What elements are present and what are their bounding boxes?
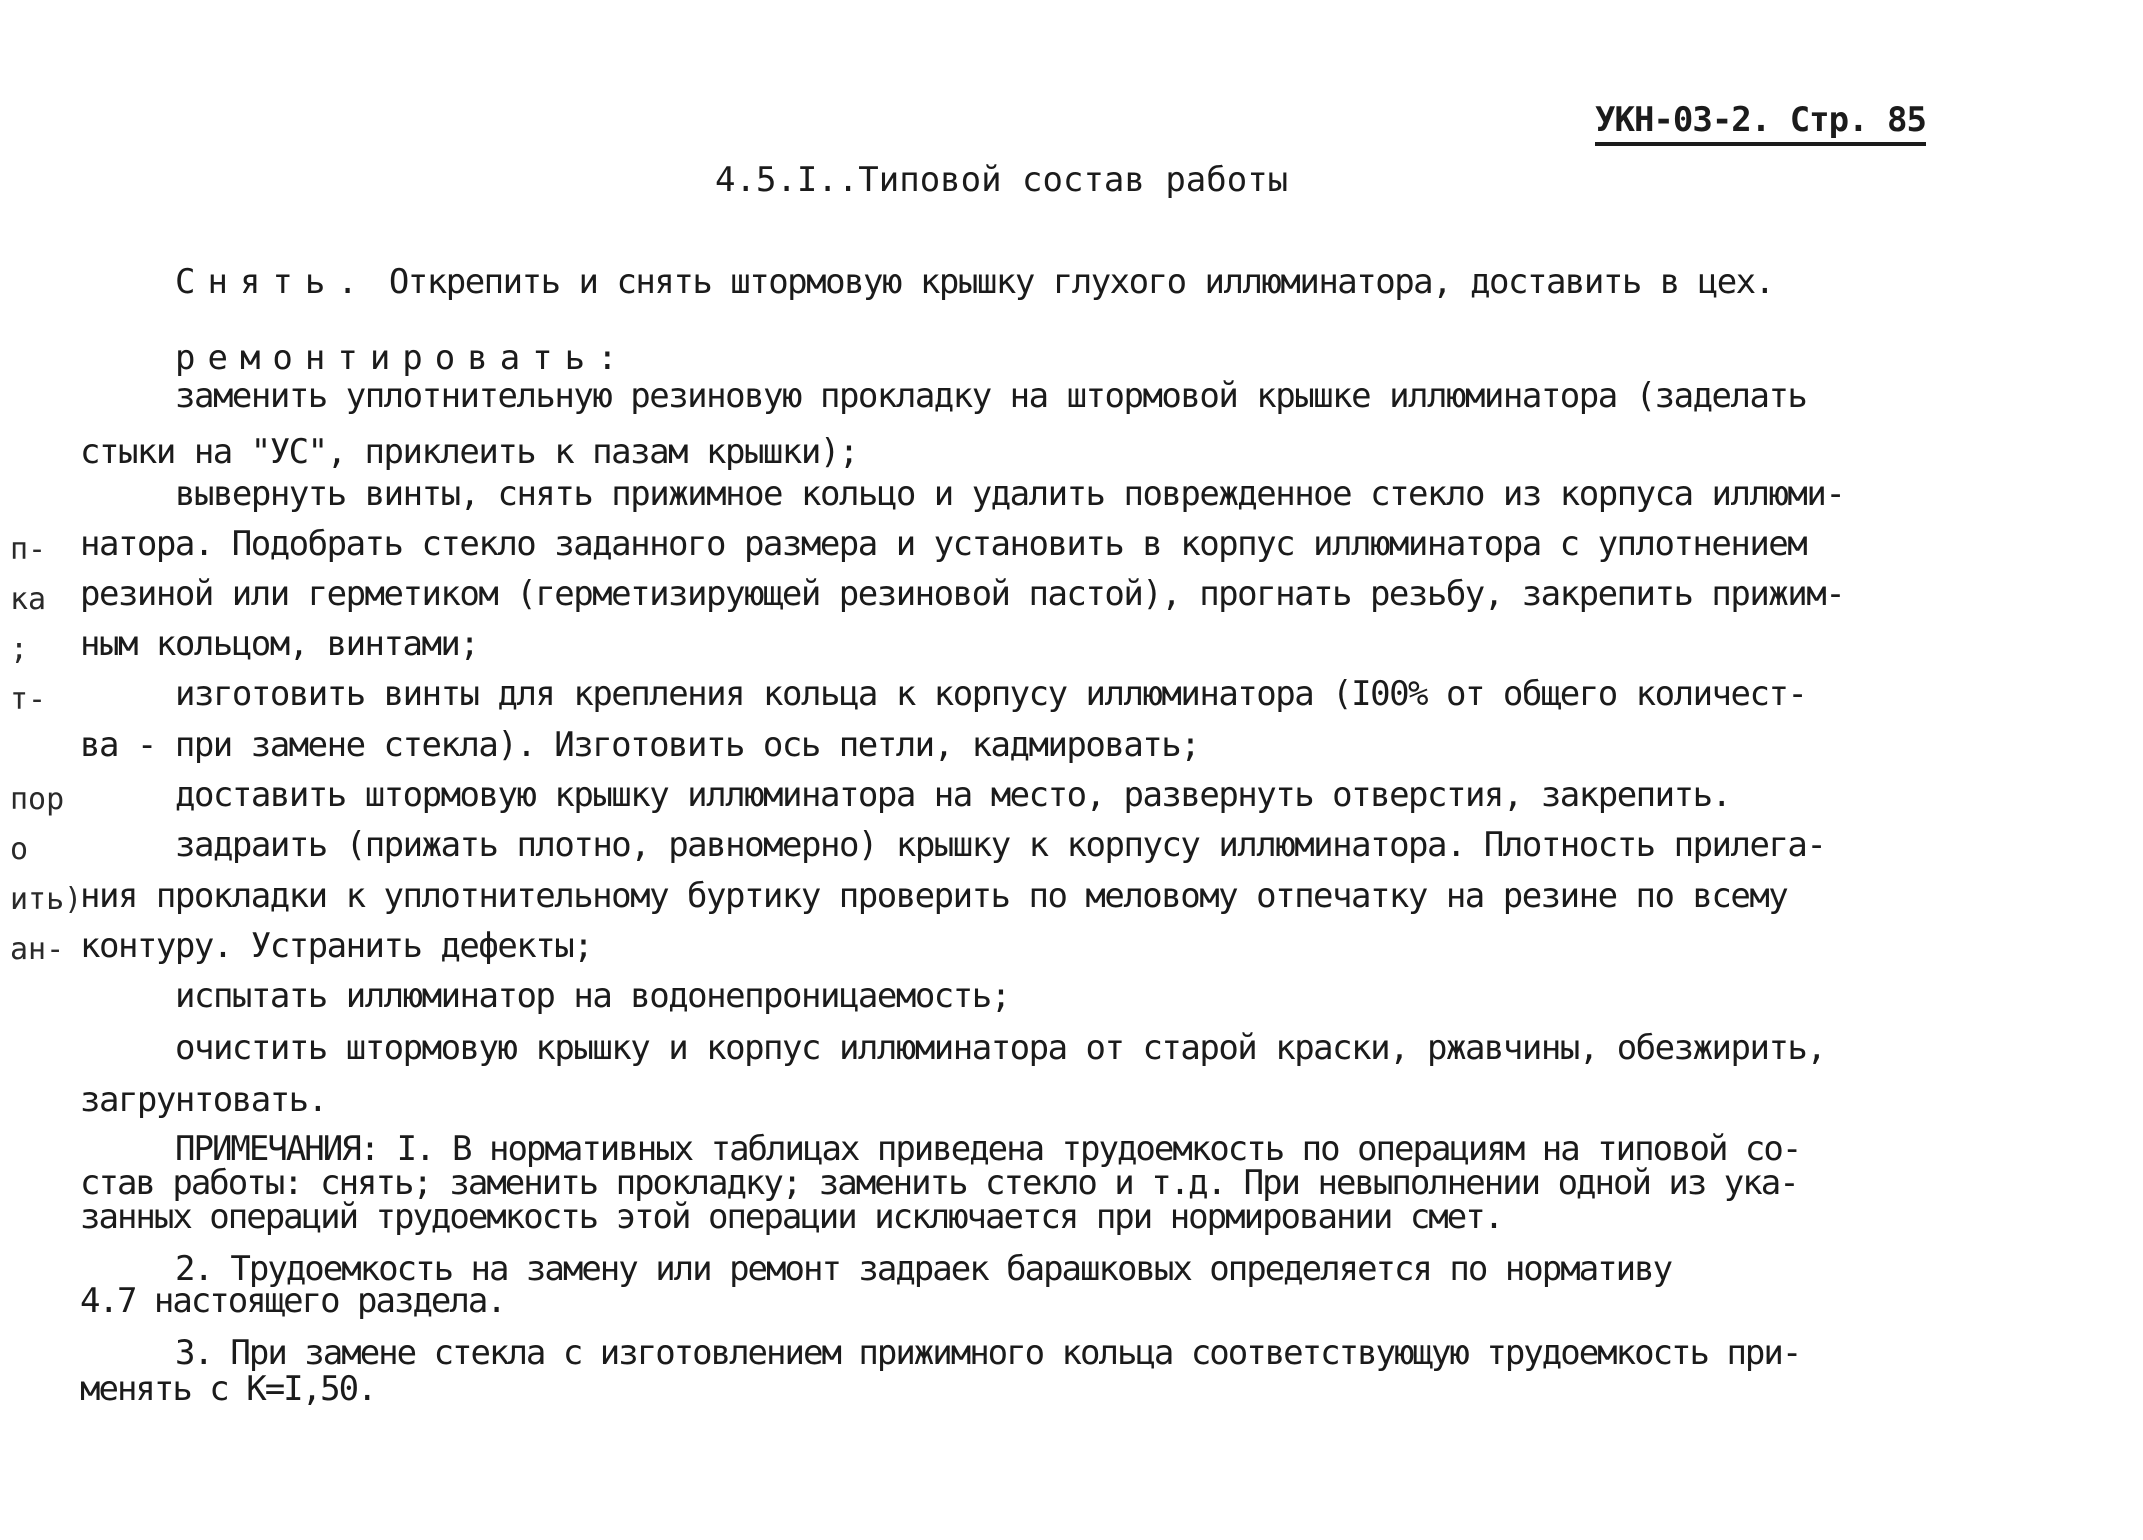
remove-text: Открепить и снять штормовую крышку глухого иллюминатора, доставить в цех. xyxy=(388,262,1774,302)
body-line-13: испытать иллюминатор на водонепроницаемость; xyxy=(175,976,1010,1016)
margin-fragment: п- xyxy=(10,532,47,567)
note-line-7: менять с К=I,50. xyxy=(80,1369,376,1409)
body-line-8: ва - при замене стекла). Изготовить ось петли, кадмировать; xyxy=(80,725,1200,765)
body-line-5: резиной или герметиком (герметизирующей резиновой пастой), прогнать резьбу, закрепить прижим- xyxy=(80,574,1845,614)
note-line-6: 3. При замене стекла с изготовлением прижимного кольца соответствующую трудоемкость при- xyxy=(175,1333,1801,1373)
document-code: УКН-03-2. Стр. 85 xyxy=(1595,100,1926,146)
margin-fragment: о xyxy=(10,832,29,867)
body-line-1: заменить уплотнительную резиновую прокладку на штормовой крышке иллюминатора (заделать xyxy=(175,376,1807,416)
remove-word: Снять. xyxy=(175,262,370,302)
note-line-2: став работы: снять; заменить прокладку; заменить стекло и т.д. При невыполнении одной из ука- xyxy=(80,1163,1798,1203)
body-line-3: вывернуть винты, снять прижимное кольцо и удалить поврежденное стекло из корпуса иллюми- xyxy=(175,474,1845,514)
margin-fragment: ить) xyxy=(10,882,83,917)
body-line-6: ным кольцом, винтами; xyxy=(80,624,479,664)
remove-line xyxy=(175,262,1774,302)
note-line-4: 2. Трудоемкость на замену или ремонт задраек барашковых определяется по нормативу xyxy=(175,1249,1672,1289)
body-line-9: доставить штормовую крышку иллюминатора на место, развернуть отверстия, закрепить. xyxy=(175,775,1731,815)
body-line-7: изготовить винты для крепления кольца к корпусу иллюминатора (I00% от общего количест- xyxy=(175,674,1807,714)
margin-fragment: пор xyxy=(10,782,65,817)
repair-heading: ремонтировать: xyxy=(175,338,630,378)
body-line-10: задраить (прижать плотно, равномерно) крышку к корпусу иллюминатора. Плотность прилега- xyxy=(175,825,1826,865)
margin-fragment: ка xyxy=(10,582,47,617)
note-line-1: ПРИМЕЧАНИЯ: I. В нормативных таблицах приведена трудоемкость по операциям на типовой со- xyxy=(175,1129,1801,1169)
margin-fragment: ан- xyxy=(10,932,65,967)
body-line-4: натора. Подобрать стекло заданного размера и установить в корпус иллюминатора с уплотнением xyxy=(80,524,1807,564)
body-line-12: контуру. Устранить дефекты; xyxy=(80,926,593,966)
body-line-11: ния прокладки к уплотнительному буртику проверить по меловому отпечатку на резине по всему xyxy=(80,876,1788,916)
margin-fragment: т- xyxy=(10,682,47,717)
note-line-5: 4.7 настоящего раздела. xyxy=(80,1281,505,1321)
margin-fragment: ; xyxy=(10,632,29,667)
body-line-14: очистить штормовую крышку и корпус иллюминатора от старой краски, ржавчины, обезжирить, xyxy=(175,1028,1826,1068)
section-title: 4.5.I..Типовой состав работы xyxy=(715,160,1289,200)
body-line-2: стыки на "УС", приклеить к пазам крышки); xyxy=(80,432,858,472)
note-line-3: занных операций трудоемкость этой операции исключается при нормировании смет. xyxy=(80,1197,1503,1237)
body-line-15: загрунтовать. xyxy=(80,1080,327,1120)
